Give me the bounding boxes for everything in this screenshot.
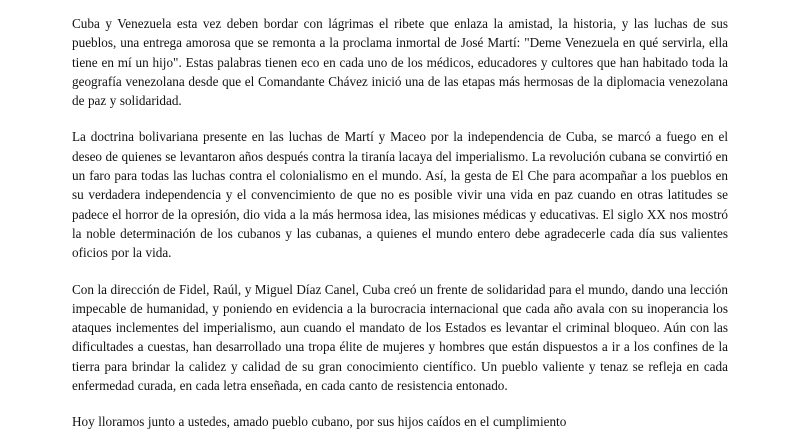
paragraph-3: Con la dirección de Fidel, Raúl, y Miguel Díaz Canel, Cuba creó un frente de solidaridad para el mundo, dando una lección impecable de humanidad, y poniendo en evidencia a la burocracia internacional que cada año avala con su inoperancia los ataques inclementes del imperialismo, aun cuando el mandato de los Estados es levantar el criminal bloqueo. Aún con las dificultades a cuestas, han desarrollado una tropa élite de mujeres y hombres que están dispuestos a ir a los confines de la tierra para brindar la calidez y calidad de su gran conocimiento científico. Un pueblo valiente y tenaz se refleja en cada enfermedad curada, en cada letra enseñada, en cada canto de resistencia entonado. — [72, 281, 728, 394]
paragraph-2: La doctrina bolivariana presente en las luchas de Martí y Maceo por la independencia de Cuba, se marcó a fuego en el deseo de quienes se levantaron años después contra la tiranía lacaya del imperialismo. La revolución cubana se convirtió en un faro para todas las luchas contra el colonialismo en el mundo. Así, la gesta de El Che para acompañar a los pueblos en su verdadera independencia y el convencimiento de que no es posible vivir una vida en paz cuando en otras latitudes se padece el horror de la opresión, dio vida a la más hermosa idea, las misiones médicas y educativas. El siglo XX nos mostró la noble determinación de los cubanos y las cubanas, a quienes el mundo entero debe agradecerle cada día sus valientes oficios por la vida. — [72, 129, 728, 261]
document-body — [72, 14, 728, 432]
paragraph-4: Hoy lloramos junto a ustedes, amado pueblo cubano, por sus hijos caídos en el cumplimiento — [72, 414, 567, 430]
paragraph-1: Cuba y Venezuela esta vez deben bordar con lágrimas el ribete que enlaza la amistad, la historia, y las luchas de sus pueblos, una entrega amorosa que se remonta a la proclama inmortal de José Martí: "Deme Venezuela en qué servirla, ella tiene en mí un hijo". Estas palabras tienen eco en cada uno de los médicos, educadores y cultores que han habitado toda la geografía venezolana desde que el Comandante Chávez inició una de las etapas más hermosas de la diplomacia venezolana de paz y solidaridad. — [72, 16, 728, 109]
